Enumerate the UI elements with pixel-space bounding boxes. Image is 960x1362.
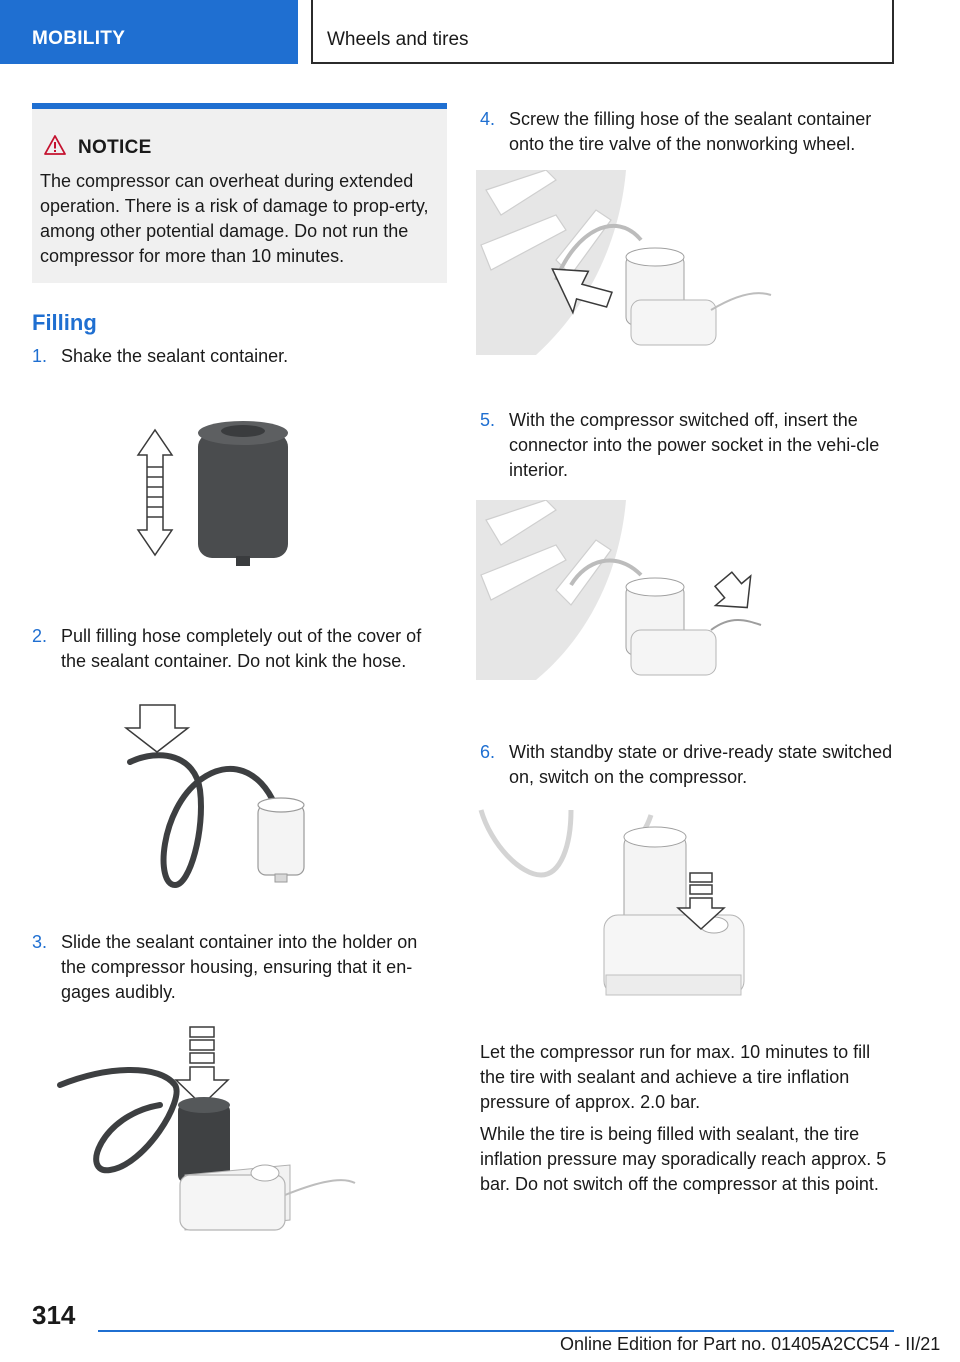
footer-edition: Online Edition for Part no. 01405A2CC54 - II/21 (560, 1334, 941, 1354)
paragraph-pressure-note: While the tire is being filled with sealant, the tire inflation pressure may sporadically reach approx. 5 bar. Do not switch off the compressor at this point. (480, 1124, 887, 1194)
notice-title: NOTICE (78, 137, 152, 158)
step-number: 1. (32, 346, 48, 366)
header-section-tab (0, 0, 298, 64)
step-text: With standby state or drive-ready state switched on, switch on the compressor. (509, 742, 893, 787)
step-number: 2. (32, 626, 48, 646)
step-text: With the compressor switched off, insert the connector into the power socket in the vehi-cle interior. (509, 410, 880, 480)
step-number: 3. (32, 932, 48, 952)
footer-divider (98, 1330, 894, 1332)
warning-triangle-icon (44, 135, 66, 155)
section-title-filling: Filling (32, 310, 97, 335)
notice-box (32, 103, 447, 283)
page-number: 314 (32, 1300, 76, 1330)
step-number: 6. (480, 742, 496, 762)
step-number: 4. (480, 109, 496, 129)
plug-connector-illustration (476, 500, 776, 680)
switch-on-compressor-illustration (476, 805, 776, 1005)
header-chapter-tab (311, 0, 894, 64)
hose-on-valve-illustration (476, 170, 776, 355)
header-section-label: MOBILITY (32, 28, 126, 49)
step-text: Pull filling hose completely out of the cover of the sealant container. Do not kink the hose. (61, 626, 422, 671)
insert-container-illustration (50, 1025, 370, 1235)
step-number: 5. (480, 410, 496, 430)
step-text: Screw the filling hose of the sealant container onto the tire valve of the nonworking wheel. (509, 109, 872, 154)
notice-body: The compressor can overheat during extended operation. There is a risk of damage to prop-erty, among other potential damage. Do not run the compressor for more than 10 minutes. (40, 171, 429, 266)
step-text: Slide the sealant container into the holder on the compressor housing, ensuring that it en-gages audibly. (61, 932, 418, 1002)
step-text: Shake the sealant container. (61, 346, 289, 366)
shake-container-illustration (130, 415, 300, 575)
pull-hose-illustration (120, 700, 320, 895)
paragraph-fill-time: Let the compressor run for max. 10 minutes to fill the tire with sealant and achieve a tire inflation pressure of approx. 2.0 bar. (480, 1042, 871, 1112)
header-chapter-label: Wheels and tires (327, 29, 469, 50)
